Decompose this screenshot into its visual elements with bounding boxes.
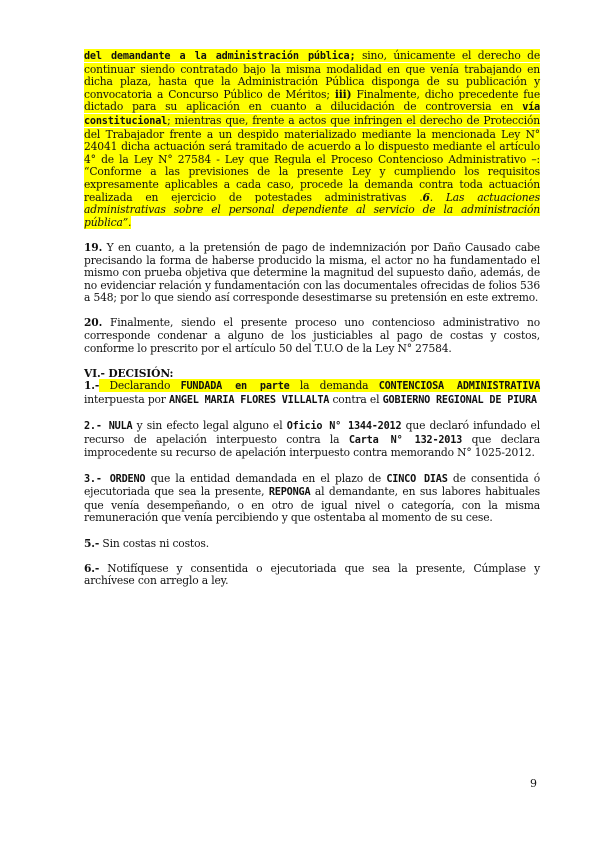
decision-item-5 — [84, 538, 540, 551]
text-run-bold: CINCO DIAS — [386, 473, 448, 485]
text-run-bold: ANGEL MARIA FLORES VILLALTA — [169, 395, 330, 407]
highlighted-text: del demandante a la administración pública; — [84, 51, 356, 62]
text-run-bold-italic: 6 — [422, 190, 430, 204]
text-run-bold: REPONGA — [268, 487, 311, 499]
text-run-bold: FUNDADA en parte — [180, 381, 290, 393]
text-run: que declaró infundado el recurso de apelación interpuesto contra la — [84, 419, 540, 446]
text-run: Declarando — [99, 379, 181, 393]
decision-item-3 — [84, 473, 540, 525]
paragraph-number: 19. — [84, 240, 103, 254]
item-number: 2.- NULA — [84, 421, 133, 433]
text-run: Finalmente, dicho precedente fue dictado para su aplicación en cuanto a dilucidación de controversia en — [84, 87, 540, 114]
text-run: ; mientras que, frente a actos que infringen el derecho de Protección del Trabajador frente a un despido materializado mediante la mencionada Ley N° 24041 dicha actuación será tramitado de acuerdo a lo dispuesto mediante el artículo 4° de la Ley N° 27584 - Ley que Regula el Proceso Contencioso Administrativo –: “Conforme a las previsiones de la presente Ley y cumpliendo los requisitos expresamente aplicables a cada caso, procede la demanda contra toda actuación realizada en ejercicio de potestades administrativas . — [84, 113, 540, 204]
text-run: contra el — [329, 393, 383, 407]
text-run: sino, únicamente el derecho de continuar siendo contratado bajo la misma modalidad en que venía trabajando en dicha plaza, hasta que la Administración Pública disponga de su publicación y convocatoria a Concurso Público de Méritos; — [84, 49, 540, 101]
paragraph-text: Finalmente, siendo el presente proceso uno contencioso administrativo no corresponde condenar a alguno de los justiciables al pago de costas y costos, conforme lo prescrito por el artículo 50 del T.U.O de la Ley N° 27584. — [84, 316, 540, 355]
text-run-bold: vía constitucional — [84, 102, 540, 127]
text-run: interpuesta por — [84, 393, 170, 407]
paragraph-19 — [84, 242, 540, 305]
text-run-bold: Carta N° 132-2013 — [348, 434, 463, 446]
text-run-bold: Oficio N° 1344-2012 — [286, 421, 402, 433]
paragraph-continuation — [84, 50, 540, 229]
paragraph-text: Y en cuanto, a la pretensión de pago de indemnización por Daño Causado cabe precisando la forma de haberse producido la misma, el actor no ha fundamentado el mismo con prueba objetiva que determine la magnitud del supuesto daño, además, de no evidenciar relación y fundamentación con las documentales ofrecidas de folios 536 a 548; por lo que siendo así corresponde desestimarse su pretensión en este extremo. — [84, 240, 540, 305]
text-run: que la entidad demandada en el plazo de — [145, 471, 387, 485]
text-run: Sin costas ni costos. — [99, 536, 209, 550]
paragraph-20 — [84, 317, 540, 355]
section-heading-text: VI.- DECISIÓN: — [84, 366, 174, 380]
text-run-bold: CONTENCIOSA ADMINISTRATIVA — [378, 381, 541, 393]
text-run: Notifíquese y consentida o ejecutoriada que sea la presente, Cúmplase y archívese con arreglo a ley. — [84, 561, 540, 588]
item-number: 5.- — [84, 536, 100, 550]
text-run: y sin efecto legal alguno el — [132, 419, 287, 433]
page-number: 9 — [530, 777, 537, 790]
text-run: que declara improcedente su recurso de apelación interpuesto contra memorando N° 1025-2012. — [84, 432, 540, 460]
document-body — [84, 50, 540, 601]
item-number: 1.- — [84, 379, 100, 393]
text-run-italic: . Las actuaciones administrativas sobre el personal dependiente al servicio de la administración pública”. — [84, 190, 540, 229]
decision-item-1 — [84, 380, 540, 407]
text-run: de consentida ó ejecutoriada que sea la presente, — [84, 471, 540, 499]
item-number: 6.- — [84, 561, 100, 575]
paragraph-number: 20. — [84, 316, 103, 330]
decision-item-2 — [84, 420, 540, 460]
text-run: al demandante, en sus labores habituales que venía desempeñando, o en otro de igual nivel o categoría, con la misma remuneración que venía percibiendo y que ostentaba al momento de su cese. — [84, 485, 540, 525]
decision-item-6 — [84, 563, 540, 588]
text-run: la demanda — [289, 379, 379, 393]
item-number: 3.- ORDENO — [84, 473, 146, 485]
text-run-bold: GOBIERNO REGIONAL DE PIURA — [382, 395, 537, 407]
text-run-bold: iii) — [334, 87, 352, 101]
